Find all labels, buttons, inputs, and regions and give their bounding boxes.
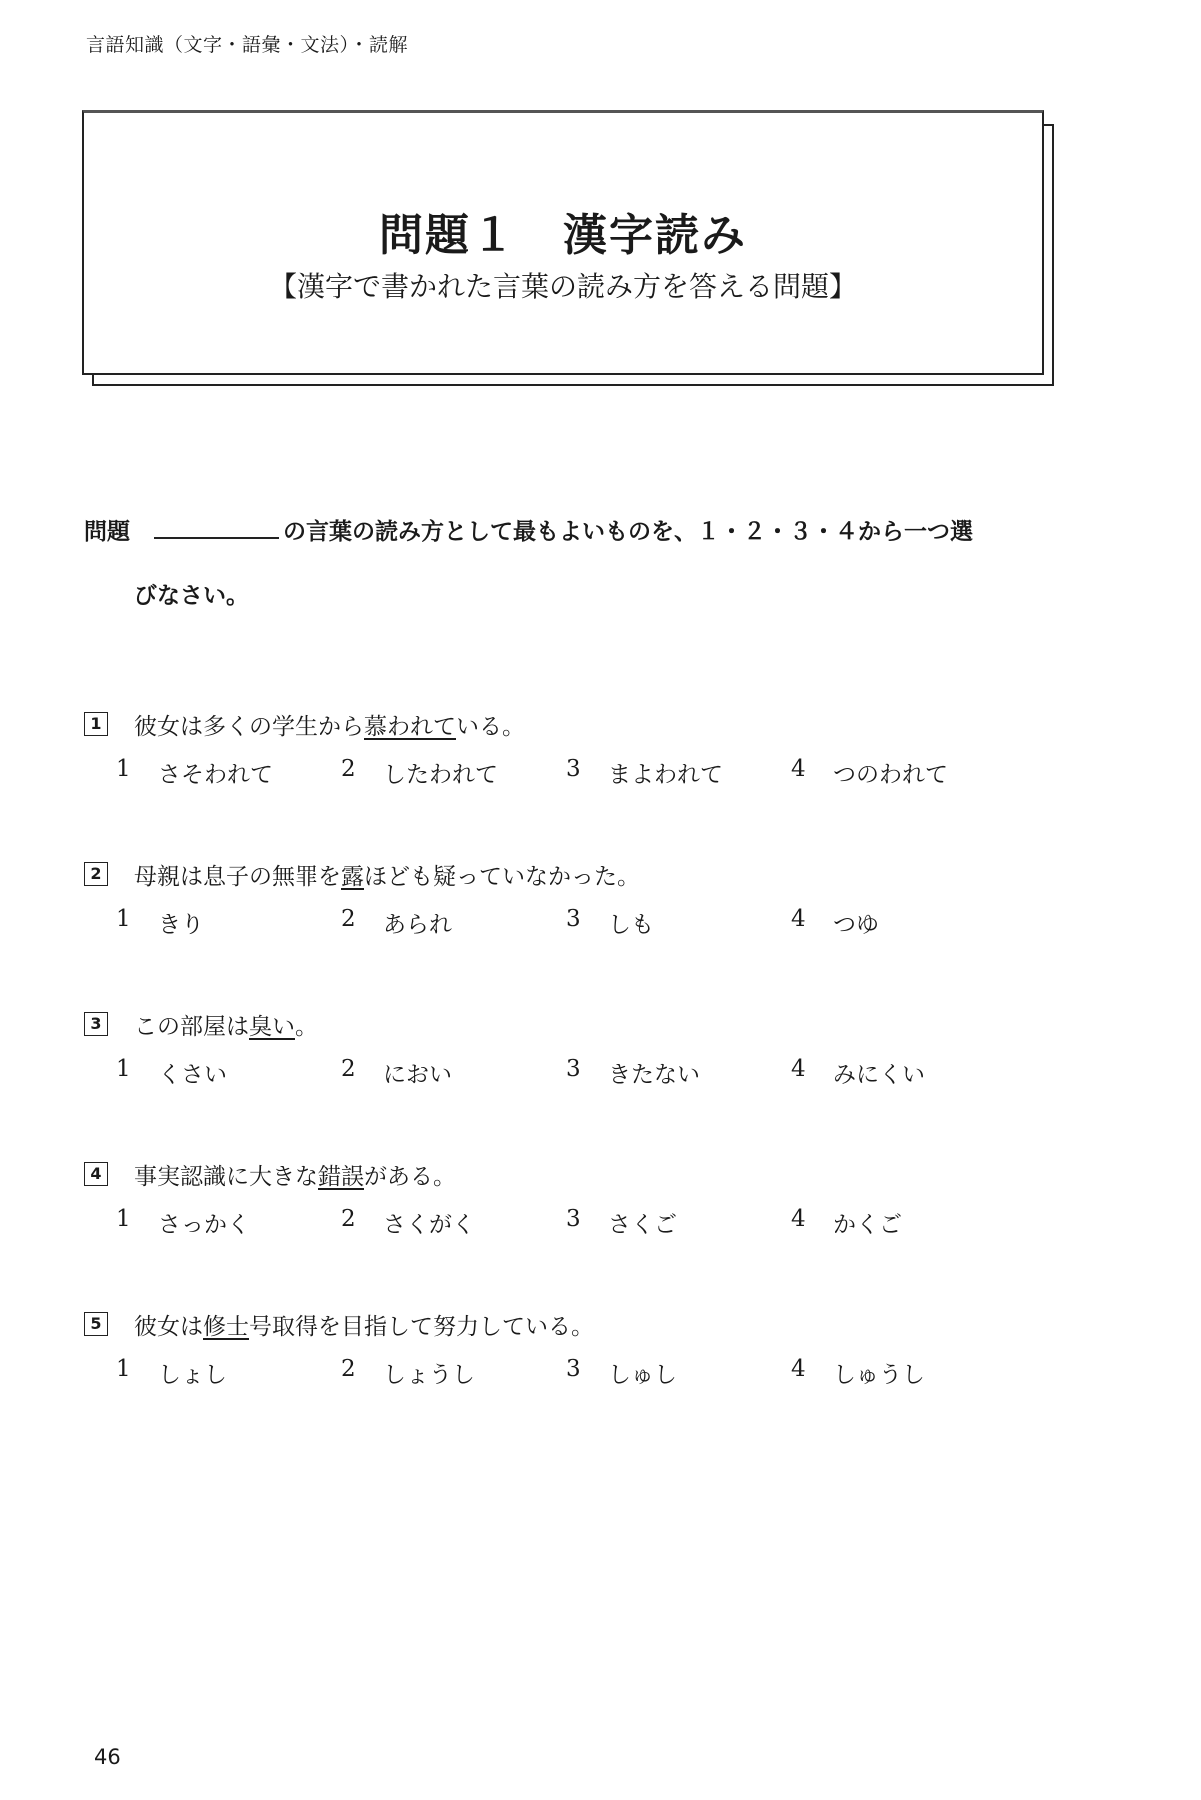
option-text: しょし (158, 1361, 227, 1388)
option-text: みにくい (833, 1061, 925, 1088)
option-text: まよわれて (608, 761, 723, 788)
target-word: 臭い (249, 1013, 295, 1040)
option-number: 1 (116, 905, 131, 932)
answer-option[interactable] (566, 756, 791, 789)
option-number: 4 (791, 1355, 806, 1382)
sentence-before: この部屋は (134, 1013, 249, 1040)
instruction-text: の言葉の読み方として最もよいものを、１・２・３・４から一つ選 (283, 519, 973, 545)
answer-option[interactable] (566, 1206, 791, 1239)
sentence-before: 母親は息子の無罪を (134, 863, 341, 890)
option-text: かくご (833, 1211, 902, 1238)
question-2 (84, 850, 1064, 1000)
target-word: 修士 (203, 1313, 249, 1340)
section-title: 問題１ 漢字読み (379, 210, 747, 261)
target-word: 慕われて (364, 713, 456, 740)
question-1 (84, 700, 1064, 850)
answer-options (84, 748, 1064, 796)
answer-option[interactable] (116, 1206, 341, 1239)
option-text: さそわれて (158, 761, 273, 788)
answer-option[interactable] (791, 1206, 1016, 1239)
page-number: 46 (94, 1745, 121, 1769)
option-number: 4 (791, 905, 806, 932)
answer-option[interactable] (566, 1056, 791, 1089)
option-text: しも (608, 911, 654, 938)
option-number: 2 (341, 755, 356, 782)
sentence-before: 事実認識に大きな (134, 1163, 318, 1190)
option-text: あられ (383, 911, 452, 938)
question-number-box: 3 (84, 1012, 108, 1036)
answer-option[interactable] (791, 756, 1016, 789)
option-number: 1 (116, 755, 131, 782)
question-5 (84, 1300, 1064, 1450)
answer-options (84, 1198, 1064, 1246)
question-number-box: 4 (84, 1162, 108, 1186)
sentence-before: 彼女は多くの学生から (134, 713, 364, 740)
target-word: 露 (341, 863, 364, 890)
answer-option[interactable] (791, 1056, 1016, 1089)
option-text: きたない (608, 1061, 700, 1088)
option-text: つゆ (833, 911, 879, 938)
option-number: 2 (341, 905, 356, 932)
instruction-label: 問題 (84, 519, 130, 545)
answer-options (84, 898, 1064, 946)
answer-option[interactable] (116, 1356, 341, 1389)
option-number: 3 (566, 1205, 581, 1232)
option-text: くさい (158, 1061, 227, 1088)
sentence-after: いる。 (456, 713, 525, 740)
instruction-line-1 (84, 500, 1064, 564)
instruction-line-2: びなさい。 (134, 583, 249, 609)
option-text: つのわれて (833, 761, 948, 788)
answer-option[interactable] (341, 1206, 566, 1239)
sentence-after: ほども疑っていなかった。 (364, 863, 640, 890)
question-3 (84, 1000, 1064, 1150)
answer-options (84, 1048, 1064, 1096)
option-text: きり (158, 911, 204, 938)
option-text: さくがく (383, 1211, 475, 1238)
option-number: 1 (116, 1055, 131, 1082)
sentence-after: 号取得を目指して努力している。 (249, 1313, 594, 1340)
option-number: 1 (116, 1355, 131, 1382)
title-box (82, 110, 1044, 375)
answer-option[interactable] (116, 756, 341, 789)
option-text: さっかく (158, 1211, 250, 1238)
answer-option[interactable] (791, 1356, 1016, 1389)
option-text: しょうし (383, 1361, 475, 1388)
question-number-box: 1 (84, 712, 108, 736)
option-text: しゅし (608, 1361, 677, 1388)
instruction (84, 500, 1064, 628)
option-text: さくご (608, 1211, 677, 1238)
option-number: 3 (566, 1055, 581, 1082)
option-text: におい (383, 1061, 452, 1088)
question-list (84, 700, 1064, 1450)
option-number: 1 (116, 1205, 131, 1232)
running-header: 言語知識（文字・語彙・文法）・読解 (86, 34, 409, 56)
sentence-before: 彼女は (134, 1313, 203, 1340)
answer-option[interactable] (341, 1056, 566, 1089)
answer-option[interactable] (341, 1356, 566, 1389)
option-text: しゅうし (833, 1361, 925, 1388)
option-number: 3 (566, 755, 581, 782)
answer-option[interactable] (791, 906, 1016, 939)
target-word: 錯誤 (318, 1163, 364, 1190)
option-number: 4 (791, 1205, 806, 1232)
option-number: 2 (341, 1355, 356, 1382)
underline-blank (154, 515, 279, 539)
question-sentence (84, 1000, 1064, 1048)
option-number: 4 (791, 755, 806, 782)
question-number-box: 5 (84, 1312, 108, 1336)
question-sentence (84, 700, 1064, 748)
question-sentence (84, 1300, 1064, 1348)
option-text: したわれて (383, 761, 498, 788)
sentence-after: がある。 (364, 1163, 456, 1190)
answer-options (84, 1348, 1064, 1396)
answer-option[interactable] (116, 906, 341, 939)
question-4 (84, 1150, 1064, 1300)
answer-option[interactable] (566, 1356, 791, 1389)
option-number: 4 (791, 1055, 806, 1082)
answer-option[interactable] (341, 756, 566, 789)
question-sentence (84, 850, 1064, 898)
answer-option[interactable] (566, 906, 791, 939)
answer-option[interactable] (116, 1056, 341, 1089)
option-number: 3 (566, 1355, 581, 1382)
question-sentence (84, 1150, 1064, 1198)
answer-option[interactable] (341, 906, 566, 939)
section-subtitle: 【漢字で書かれた言葉の読み方を答える問題】 (268, 270, 857, 303)
question-number-box: 2 (84, 862, 108, 886)
sentence-after: 。 (295, 1013, 318, 1040)
option-number: 3 (566, 905, 581, 932)
option-number: 2 (341, 1205, 356, 1232)
option-number: 2 (341, 1055, 356, 1082)
